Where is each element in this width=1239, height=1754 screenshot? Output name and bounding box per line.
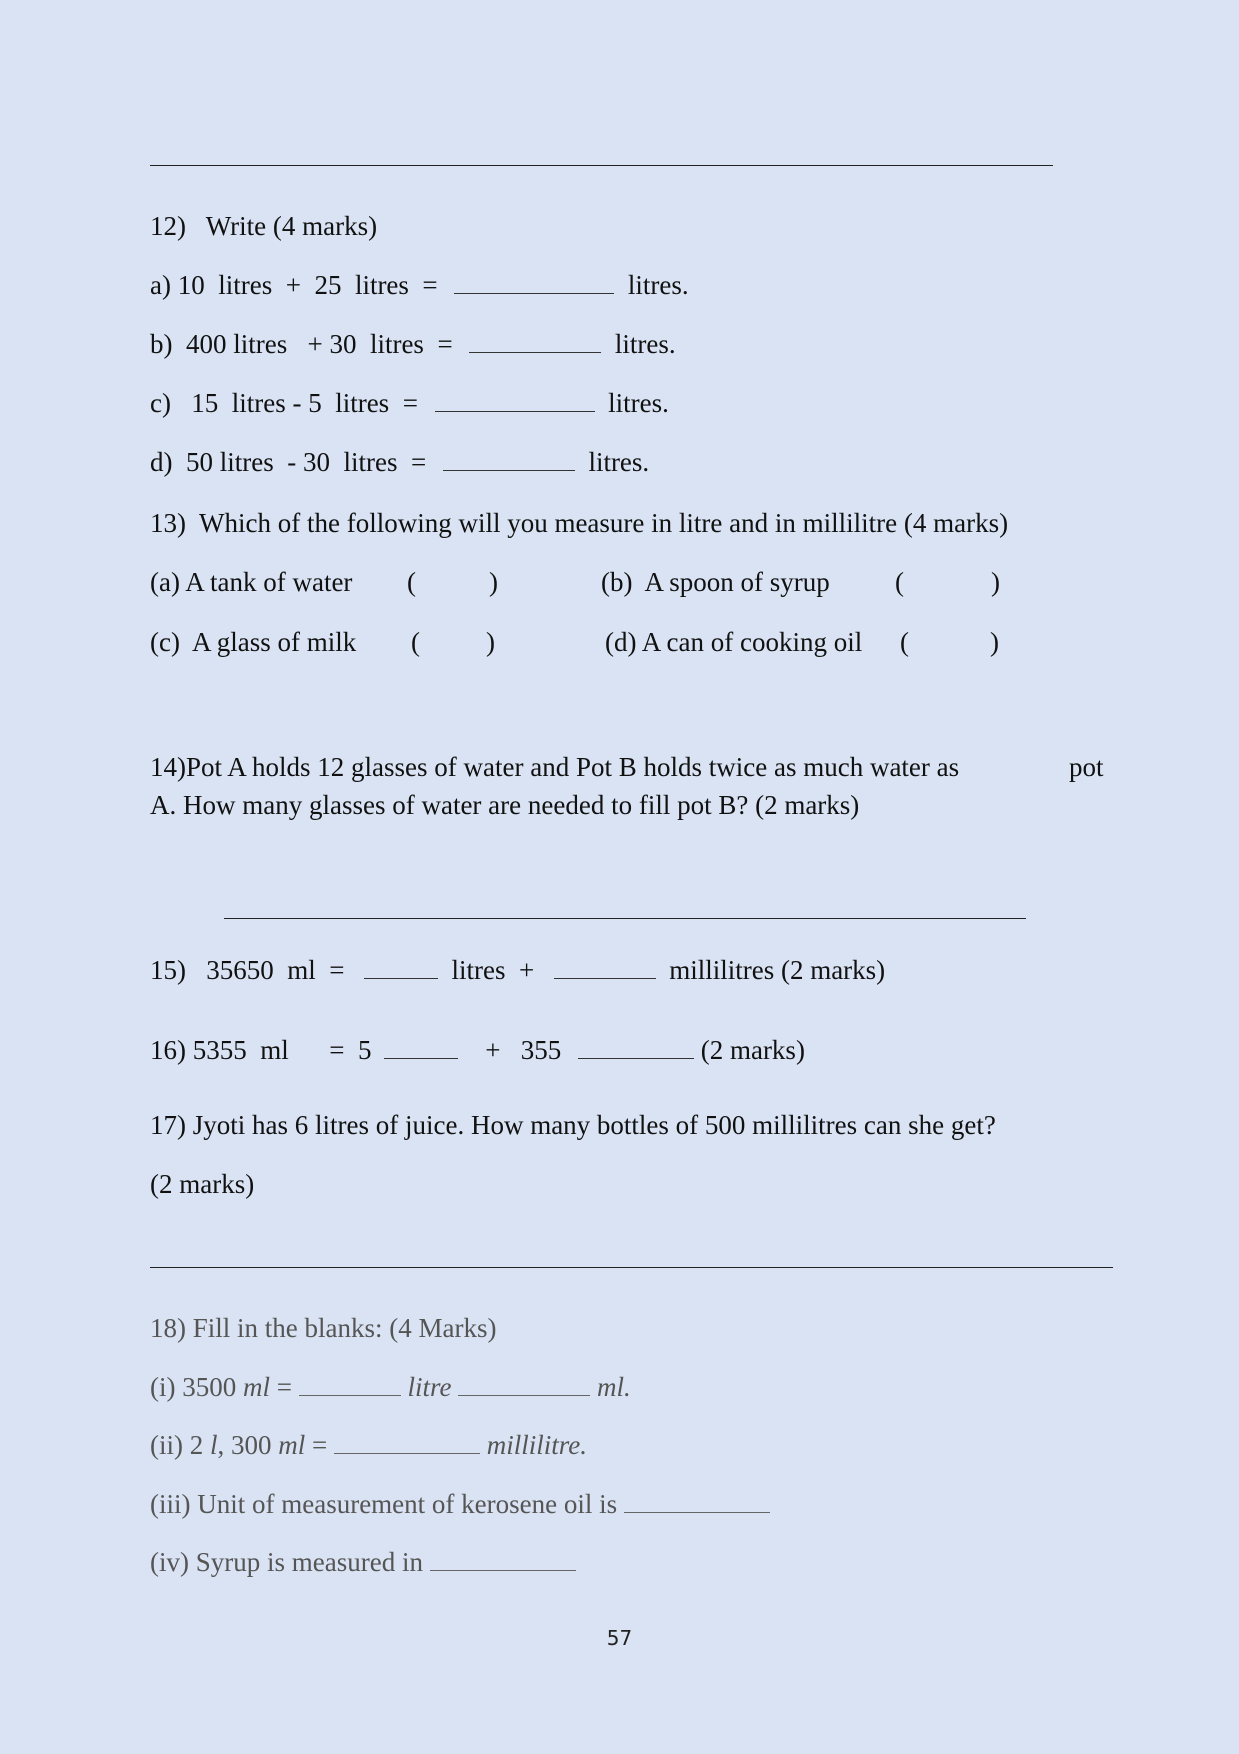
q18-ii-blank[interactable] (334, 1431, 480, 1454)
q16 (150, 1033, 805, 1067)
q12-d-blank[interactable] (443, 448, 575, 471)
q12-a-unit: litres. (627, 270, 689, 300)
q16-blank-1[interactable] (384, 1036, 458, 1059)
q18-ii (150, 1428, 587, 1462)
q18-i (150, 1370, 631, 1404)
q12-a (150, 268, 689, 302)
q12-c-unit: litres. (608, 388, 669, 418)
q18-iii-text: (iii) Unit of measurement of kerosene oil is (150, 1489, 618, 1519)
q12-c-lhs: c) 15 litres - 5 litres = (150, 388, 418, 418)
q16-lhs: 16) 5355 ml (150, 1035, 289, 1065)
q18-iv-text: (iv) Syrup is measured in (150, 1547, 423, 1577)
q16-plus: + 355 (485, 1035, 562, 1065)
q17-answer-line[interactable] (150, 1267, 1113, 1268)
answer-line-top (150, 165, 1053, 166)
q18-i-ml-end: ml. (596, 1372, 631, 1402)
q18-ii-pre: (ii) 2 (150, 1430, 210, 1460)
q18-iv-blank[interactable] (430, 1548, 576, 1571)
q18-i-ml: ml (242, 1372, 270, 1402)
q12-title: 12) Write (4 marks) (150, 211, 378, 241)
q14-answer-line[interactable] (224, 918, 1026, 919)
q17-line2: (2 marks) (150, 1169, 255, 1199)
q18-iv (150, 1545, 576, 1579)
q15-ml-blank[interactable] (554, 956, 656, 979)
q16-eq: = 5 (329, 1035, 372, 1065)
q12-d-unit: litres. (588, 447, 650, 477)
q18-i-ml-blank[interactable] (458, 1373, 590, 1396)
q12-a-blank[interactable] (454, 271, 614, 294)
q18-ii-eq: = (305, 1430, 328, 1460)
q17-line1: 17) Jyoti has 6 litres of juice. How many bottles of 500 millilitres can she get? (150, 1110, 996, 1140)
q12-b-blank[interactable] (469, 330, 601, 353)
q12-c (150, 386, 669, 420)
q18-i-litre: litre (407, 1372, 452, 1402)
q13-title: 13) Which of the following will you measure in litre and in millilitre (4 marks) (150, 508, 1009, 538)
q18-i-eq: = (269, 1372, 292, 1402)
q18-i-litre-blank[interactable] (299, 1373, 401, 1396)
q18-iii (150, 1487, 770, 1521)
q14-line1-end: pot (1069, 752, 1104, 782)
q15 (150, 953, 885, 987)
q12-d-lhs: d) 50 litres - 30 litres = (150, 447, 427, 477)
q13-a-open: ( (407, 567, 416, 597)
q14-line2: A. How many glasses of water are needed to fill pot B? (2 marks) (150, 790, 860, 820)
q13-b-close: ) (991, 567, 1000, 597)
q18-ii-l: l (210, 1430, 218, 1460)
q13-d-label: (d) A can of cooking oil (605, 627, 863, 657)
q15-end: millilitres (2 marks) (669, 955, 886, 985)
q14-line1: 14)Pot A holds 12 glasses of water and Pot B holds twice as much water as (150, 752, 960, 782)
q13-c-open: ( (411, 627, 420, 657)
q13-d-open: ( (900, 627, 909, 657)
q16-blank-2[interactable] (578, 1036, 694, 1059)
page-number: 57 (606, 1626, 633, 1650)
q12-b-unit: litres. (614, 329, 676, 359)
q12-b-lhs: b) 400 litres + 30 litres = (150, 329, 453, 359)
q18-ii-mid: , 300 (217, 1430, 279, 1460)
q18-ii-ml: ml (278, 1430, 306, 1460)
q16-end: (2 marks) (700, 1035, 805, 1065)
q18-i-pre: (i) 3500 (150, 1372, 243, 1402)
q18-title: 18) Fill in the blanks: (4 Marks) (150, 1313, 497, 1343)
q13-a-label: (a) A tank of water (150, 567, 353, 597)
q15-mid: litres + (451, 955, 535, 985)
q12-d (150, 445, 649, 479)
q13-a-close: ) (489, 567, 498, 597)
q15-lhs: 15) 35650 ml = (150, 955, 345, 985)
q13-b-open: ( (895, 567, 904, 597)
q18-iii-blank[interactable] (624, 1490, 770, 1513)
q12-c-blank[interactable] (435, 389, 595, 412)
q13-b-label: (b) A spoon of syrup (601, 567, 830, 597)
q15-litres-blank[interactable] (364, 956, 438, 979)
q12-a-lhs: a) 10 litres + 25 litres = (150, 270, 438, 300)
q13-d-close: ) (990, 627, 999, 657)
q12-b (150, 327, 676, 361)
q18-ii-end: millilitre. (486, 1430, 587, 1460)
q13-c-close: ) (486, 627, 495, 657)
q13-c-label: (c) A glass of milk (150, 627, 357, 657)
